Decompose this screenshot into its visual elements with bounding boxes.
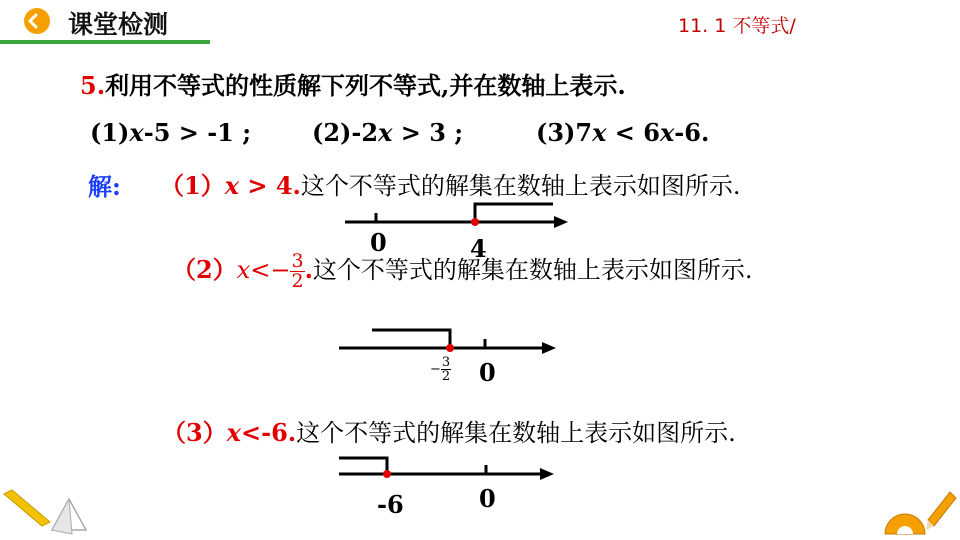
problem-statement xyxy=(80,66,626,101)
answer-2-text: 这个不等式的解集在数轴上表示如图所示. xyxy=(312,256,753,284)
part-1-expr: -5 > -1 ; xyxy=(143,118,252,147)
nl2-point-fraction xyxy=(441,356,451,383)
header-icon xyxy=(0,0,58,42)
part-3-var: x xyxy=(592,118,607,147)
answer-3-var: x xyxy=(226,418,242,447)
nl2-zero-label: 0 xyxy=(479,358,496,387)
part-1-label: (1) xyxy=(90,118,130,147)
problem-number: 5. xyxy=(80,71,106,100)
part-3-mid: < 6 xyxy=(606,118,660,147)
solution-label: 解: xyxy=(88,172,121,201)
answer-2 xyxy=(172,250,753,291)
answer-3-text: 这个不等式的解集在数轴上表示如图所示. xyxy=(296,419,736,447)
header-underline xyxy=(0,40,210,44)
answer-2-fraction xyxy=(290,252,304,291)
answer-1-var: x xyxy=(224,171,240,200)
part-2-var: x xyxy=(378,118,393,147)
problem-text: 利用不等式的性质解下列不等式,并在数轴上表示. xyxy=(105,71,626,100)
pyramid-icon xyxy=(48,496,90,536)
part-3 xyxy=(536,118,709,147)
answer-3-label: （3） xyxy=(162,418,227,447)
nl2-point-sign: − xyxy=(430,362,441,377)
part-3-var2: x xyxy=(659,118,675,147)
nl3-point-label: -6 xyxy=(377,490,404,519)
part-2-label: (2) xyxy=(312,118,352,147)
pencil-icon xyxy=(924,490,958,534)
section-label: 11. 1 不等式/ xyxy=(678,15,796,37)
answer-3-rel: <-6. xyxy=(241,418,297,447)
nl1-zero-label: 0 xyxy=(370,228,387,257)
header-title: 课堂检测 xyxy=(68,10,169,39)
nl3-zero-label: 0 xyxy=(479,484,496,513)
answer-1-label: （1） xyxy=(160,171,225,200)
nl1-point-label: 4 xyxy=(470,234,487,263)
nl2-point-label xyxy=(430,356,451,383)
answer-2-var: x xyxy=(236,256,251,284)
answer-2-frac-num: 3 xyxy=(291,250,304,272)
part-1-var: x xyxy=(129,118,144,147)
answer-2-frac-den: 2 xyxy=(291,270,304,292)
part-2 xyxy=(312,118,463,147)
answer-2-label: （2） xyxy=(172,255,237,284)
part-2-pre: -2 xyxy=(351,118,379,147)
part-2-expr: > 3 ; xyxy=(392,118,464,147)
answer-2-tail: . xyxy=(304,255,313,284)
number-line-3 xyxy=(336,450,566,490)
part-3-expr: -6. xyxy=(674,118,710,147)
part-3-pre: 7 xyxy=(575,118,593,147)
part-3-label: (3) xyxy=(536,118,576,147)
ruler-icon xyxy=(2,488,52,528)
nl2-frac-den: 2 xyxy=(441,369,451,384)
part-1 xyxy=(90,118,251,147)
nl2-frac-num: 3 xyxy=(441,355,451,370)
answer-1-text: 这个不等式的解集在数轴上表示如图所示. xyxy=(300,172,741,200)
answer-2-rel: <− xyxy=(250,256,291,284)
protractor-icon xyxy=(882,506,928,536)
answer-1-rel: > 4. xyxy=(239,171,301,200)
answer-3 xyxy=(162,413,736,448)
